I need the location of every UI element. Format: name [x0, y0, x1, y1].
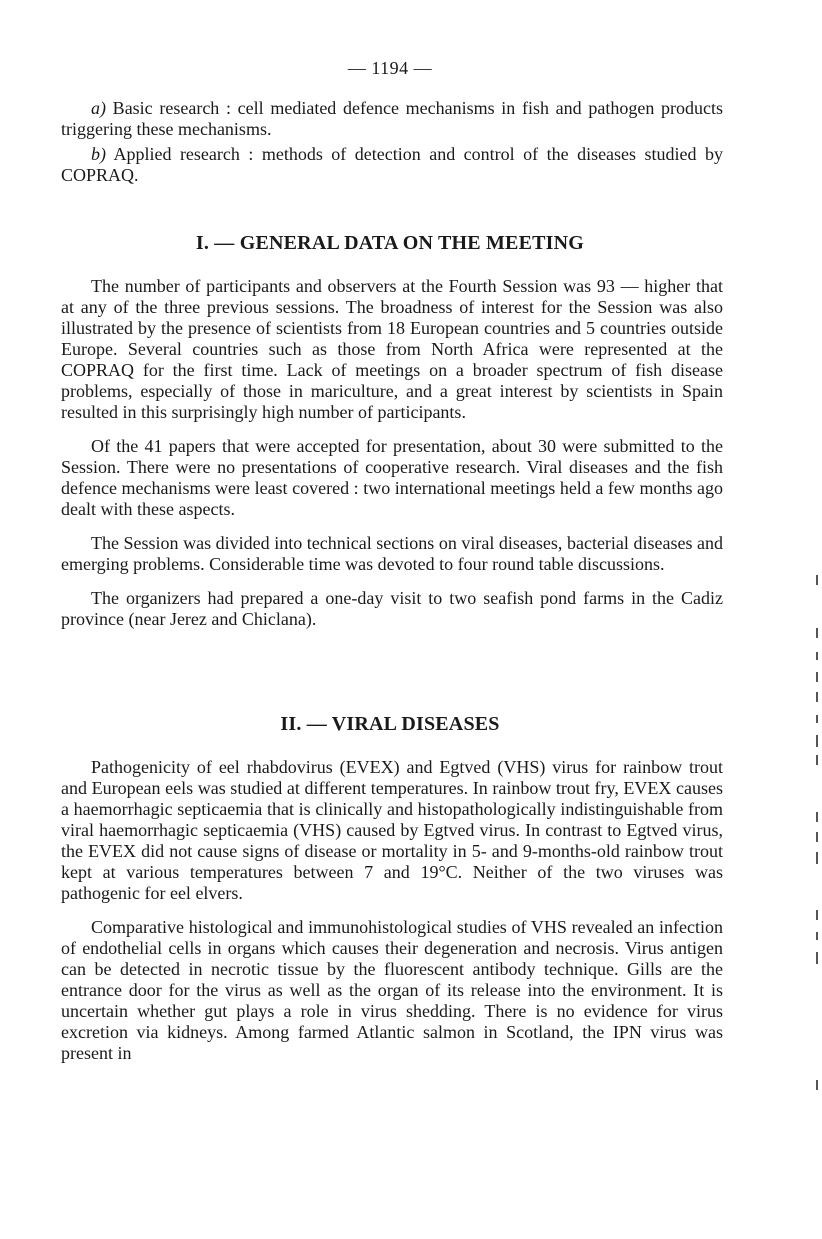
section-viral-diseases-body: [61, 757, 723, 1064]
paragraph: The Session was divided into technical sections on viral diseases, bacterial diseases and emerging problems. Considerable time was devoted to four round table discussions.: [61, 533, 723, 574]
margin-mark: [816, 932, 818, 940]
paragraph: Pathogenicity of eel rhabdovirus (EVEX) and Egtved (VHS) virus for rainbow trout and European eels was studied at different temperatures. In rainbow trout fry, EVEX causes a haemorrhagic septicaemia that is clinically and histopathologically indistinguishable from viral haemorrhagic septicaemia (VHS) caused by Egtved virus. In contrast to Egtved virus, the EVEX did not cause signs of disease or mortality in 5- and 9-months-old rainbow trout kept at various temperatures between 7 and 19°C. Neither of the two viruses was pathogenic for eel elvers.: [61, 757, 723, 903]
item-a-label: a): [91, 98, 106, 118]
margin-mark: [816, 575, 818, 585]
right-margin-bleed-marks: [812, 0, 822, 1239]
intro-item-a: [61, 98, 723, 140]
intro-block: [61, 98, 723, 186]
margin-mark: [816, 812, 818, 822]
item-a-text: Basic research : cell mediated defence mechanisms in fish and pathogen products triggering these mechanisms.: [61, 98, 723, 139]
intro-item-b: [61, 144, 723, 186]
margin-mark: [816, 735, 818, 747]
margin-mark: [816, 628, 818, 638]
margin-mark: [816, 832, 818, 842]
margin-mark: [816, 755, 818, 765]
section-heading-general-data: I. — GENERAL DATA ON THE MEETING: [195, 232, 585, 254]
item-b-text: Applied research : methods of detection and control of the diseases studied by COPRAQ.: [61, 144, 723, 185]
item-b-label: b): [91, 144, 106, 164]
paragraph: Of the 41 papers that were accepted for presentation, about 30 were submitted to the Session. There were no presentations of cooperative research. Viral diseases and the fish defence mechanisms were least covered : two international meetings held a few months ago dealt with these aspects.: [61, 436, 723, 519]
paragraph: The organizers had prepared a one-day visit to two seafish pond farms in the Cadiz province (near Jerez and Chiclana).: [61, 588, 723, 629]
margin-mark: [816, 952, 818, 964]
paragraph: Comparative histological and immunohistological studies of VHS revealed an infection of endothelial cells in organs which causes their degeneration and necrosis. Virus antigen can be detected in necrotic tissue by the fluorescent antibody technique. Gills are the entrance door for the virus as well as the organ of its release into the environment. It is uncertain whether gut plays a role in virus shedding. There is no evidence for virus excretion via kidneys. Among farmed Atlantic salmon in Scotland, the IPN virus was present in: [61, 917, 723, 1063]
section-general-data-body: [61, 276, 723, 630]
margin-mark: [816, 852, 818, 864]
margin-mark: [816, 910, 818, 920]
page-number: — 1194 —: [347, 58, 433, 78]
paragraph: The number of participants and observers at the Fourth Session was 93 — higher that at any of the three previous sessions. The broadness of interest for the Session was also illustrated by the presence of scientists from 18 European countries and 5 countries outside Europe. Several countries such as those from North Africa were represented at the COPRAQ for the first time. Lack of meetings on a broader spectrum of fish disease problems, especially of those in mariculture, and a great interest by scientists in Spain resulted in this surprisingly high number of participants.: [61, 276, 723, 422]
margin-mark: [816, 672, 818, 682]
margin-mark: [816, 692, 818, 702]
margin-mark: [816, 652, 818, 660]
margin-mark: [816, 1080, 818, 1090]
margin-mark: [816, 715, 818, 723]
section-heading-viral-diseases: II. — VIRAL DISEASES: [280, 713, 500, 735]
